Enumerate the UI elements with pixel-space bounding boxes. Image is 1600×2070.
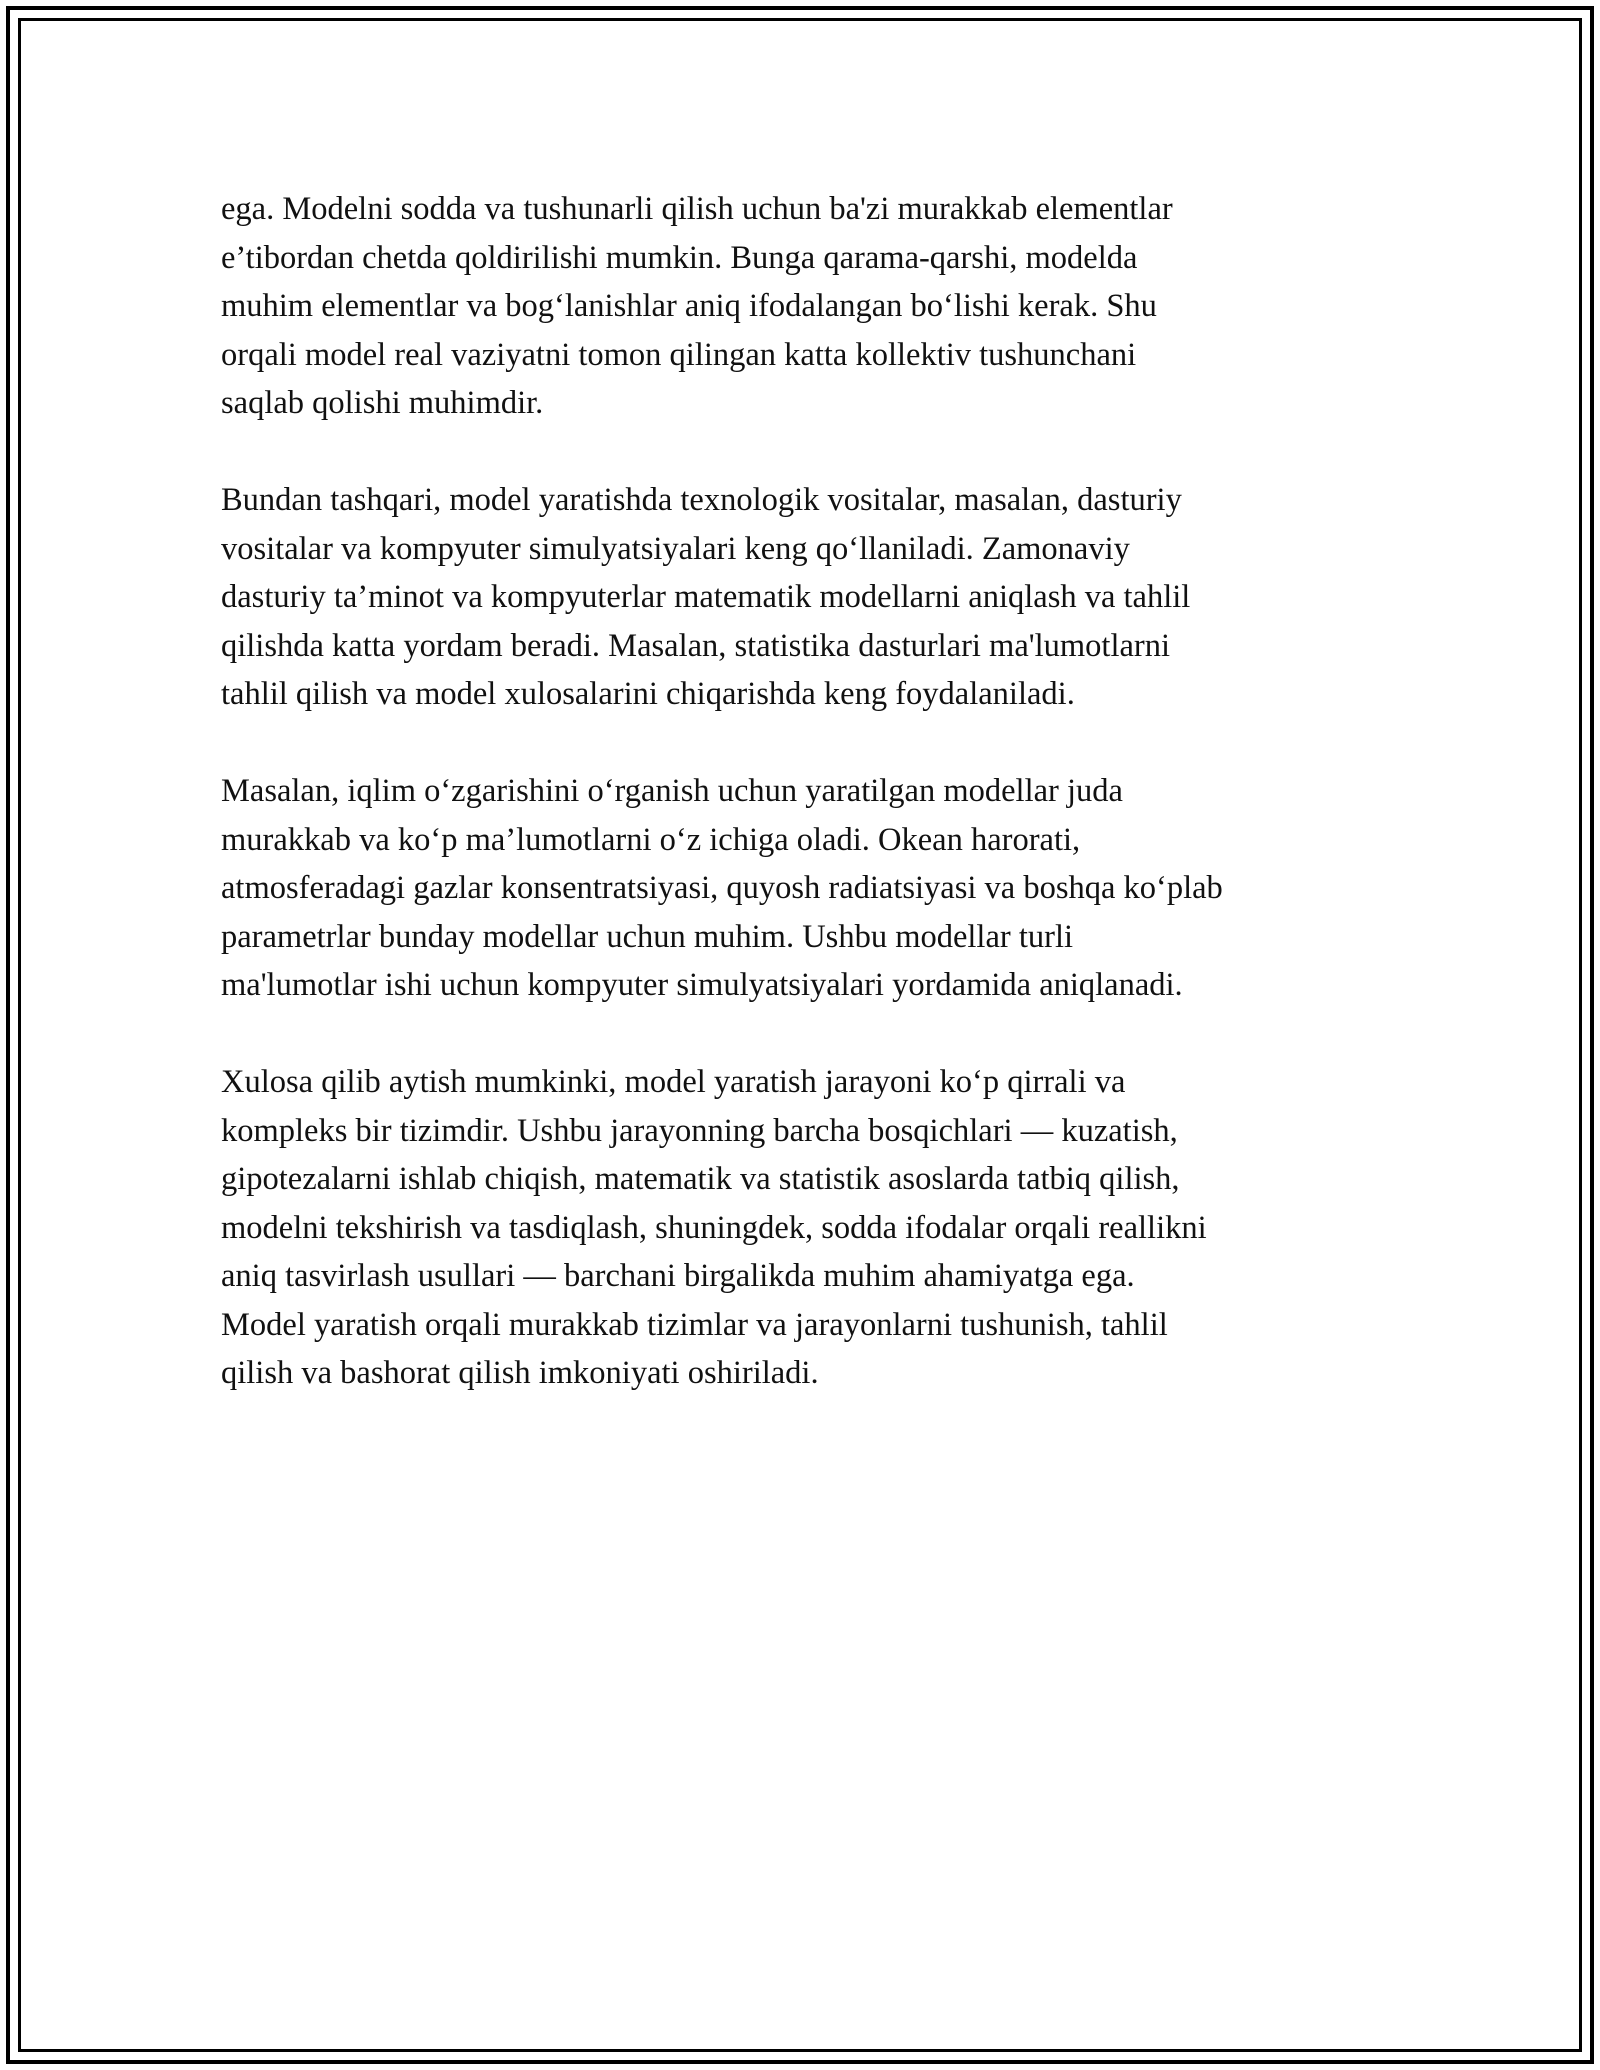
paragraph-2: Bundan tashqari, model yaratishda texnologik vositalar, masalan, dasturiy vositalar va kompyuter simulyatsiyalari keng qo‘llaniladi. Zamonaviy dasturiy ta’minot va kompyuterlar matematik modellarni aniqlash va tahlil qilishda katta yordam beradi. Masalan, statistika dasturlari ma'lumotlarni tahlil qilish va model xulosalarini chiqarishda keng foydalaniladi. — [221, 482, 1191, 712]
paragraph-4: Xulosa qilib aytish mumkinki, model yaratish jarayoni ko‘p qirrali va kompleks bir tizimdir. Ushbu jarayonning barcha bosqichlari — kuzatish, gipotezalarni ishlab chiqish, matematik va statistik asoslarda tatbiq qilish, modelni tekshirish va tasdiqlash, shuningdek, sodda ifodalar orqali reallikni aniq tasvirlash usullari — barchani birgalikda muhim ahamiyatga ega. Model yaratish orqali murakkab tizimlar va jarayonlarni tushunish, tahlil qilish va bashorat qilish imkoniyati oshiriladi. — [221, 1064, 1207, 1391]
document-body — [221, 185, 1381, 1446]
paragraph-1: ega. Modelni sodda va tushunarli qilish uchun ba'zi murakkab elementlar e’tibordan chetda qoldirilishi mumkin. Bunga qarama-qarshi, modelda muhim elementlar va bog‘lanishlar aniq ifodalangan bo‘lishi kerak. Shu orqali model real vaziyatni tomon qilingan katta kollektiv tushunchani saqlab qolishi muhimdir. — [221, 191, 1173, 421]
paragraph-3: Masalan, iqlim o‘zgarishini o‘rganish uchun yaratilgan modellar juda murakkab va ko‘p ma’lumotlarni o‘z ichiga oladi. Okean harorati, atmosferadagi gazlar konsentratsiyasi, quyosh radiatsiyasi va boshqa ko‘plab parametrlar bunday modellar uchun muhim. Ushbu modellar turli ma'lumotlar ishi uchun kompyuter simulyatsiyalari yordamida aniqlanadi. — [221, 773, 1223, 1003]
